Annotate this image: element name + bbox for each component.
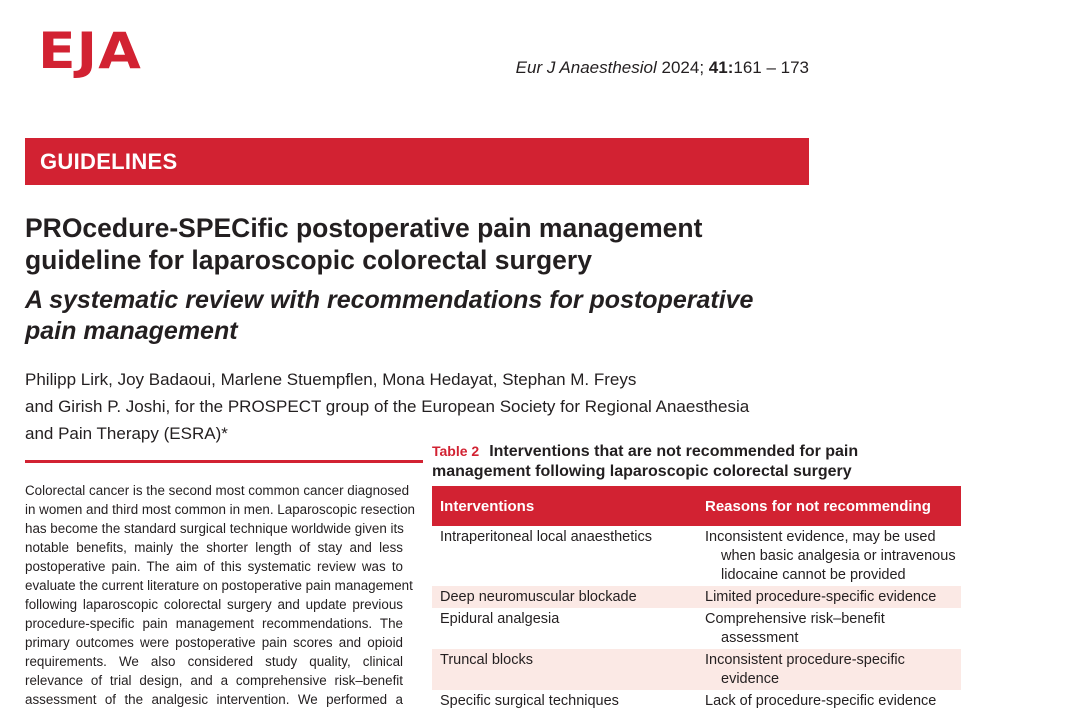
abstract-line: primary outcomes were postoperative pain scores and opioid [25,635,403,650]
title-line: guideline for laparoscopic colorectal surgery [25,245,592,275]
author-line: and Pain Therapy (ESRA)* [25,424,228,443]
table-row [432,649,961,690]
table-row [432,586,961,608]
reason-cell [697,651,961,689]
abstract-line: relevance of trial design, and a comprehensive risk–benefit [25,673,403,688]
reason-line: Limited procedure-specific evidence [705,589,937,605]
section-label: GUIDELINES [40,149,178,174]
article-title [25,212,815,276]
abstract-line: procedure-specific pain management recommendations. The [25,616,403,631]
table-row [432,690,961,712]
table-row [432,608,961,649]
subtitle-line: A systematic review with recommendations for postoperative [25,286,754,314]
article-subtitle [25,285,815,347]
section-banner [25,138,809,185]
caption-line: management following laparoscopic colorectal surgery [432,463,852,480]
reason-line: Inconsistent evidence, may be used [705,529,936,545]
intervention-cell: Epidural analgesia [440,611,560,627]
author-line: and Girish P. Joshi, for the PROSPECT group of the European Society for Regional Anaesthesia [25,397,750,416]
table-header-cell: Reasons for not recommending [705,497,931,515]
author-line: Philipp Lirk, Joy Badaoui, Marlene Stuempflen, Mona Hedayat, Stephan M. Freys [25,370,637,389]
abstract-line: in women and third most common in men. Laparoscopic resection [25,502,416,517]
reason-line: when basic analgesia or intravenous [721,548,956,564]
citation-year: 2024; [656,58,709,77]
subtitle-line: pain management [25,317,238,345]
abstract-line: postoperative pain. The aim of this systematic review was to [25,559,403,574]
abstract-line: requirements. We also considered study quality, clinical [25,654,403,669]
interventions-table [432,486,961,712]
reason-line: Comprehensive risk–benefit [705,611,885,627]
table-header-cell: Interventions [440,497,535,515]
citation-pages: 161 – 173 [733,58,809,77]
divider [25,460,423,463]
reason-line: Inconsistent procedure-specific [705,652,905,668]
intervention-cell: Deep neuromuscular blockade [440,589,637,605]
table-caption [432,441,972,482]
reason-cell [697,588,961,607]
reason-line: assessment [721,630,799,646]
table-number: Table 2 [432,443,480,459]
abstract-line: Colorectal cancer is the second most common cancer diagnosed [25,483,410,498]
intervention-cell: Truncal blocks [440,652,533,668]
citation-journal: Eur J Anaesthesiol [515,58,657,77]
intervention-cell: Specific surgical techniques [440,693,619,709]
abstract-text [25,481,416,709]
citation [516,58,809,78]
abstract-line: has become the standard surgical technique worldwide given its [25,521,404,536]
abstract-line: assessment of the analgesic intervention. We performed a [25,692,403,707]
abstract-line: evaluate the current literature on postoperative pain management [25,578,413,593]
table-header-row [432,486,961,526]
reason-cell [697,610,961,648]
intervention-cell: Intraperitoneal local anaesthetics [440,529,652,545]
reason-line: lidocaine cannot be provided [721,567,906,583]
reason-cell [697,528,961,585]
table-row [432,526,961,586]
abstract-line: following laparoscopic colorectal surgery and update previous [25,597,403,612]
caption-line: Interventions that are not recommended for pain [489,443,859,460]
reason-cell [697,692,961,711]
journal-logo: EJA [38,22,142,80]
abstract-line: notable benefits, mainly the shorter length of stay and less [25,540,403,555]
author-list [25,366,825,447]
citation-volume: 41: [708,58,734,77]
reason-line: Lack of procedure-specific evidence [705,693,937,709]
title-line: PROcedure-SPECific postoperative pain management [25,213,703,243]
reason-line: evidence [721,671,780,687]
